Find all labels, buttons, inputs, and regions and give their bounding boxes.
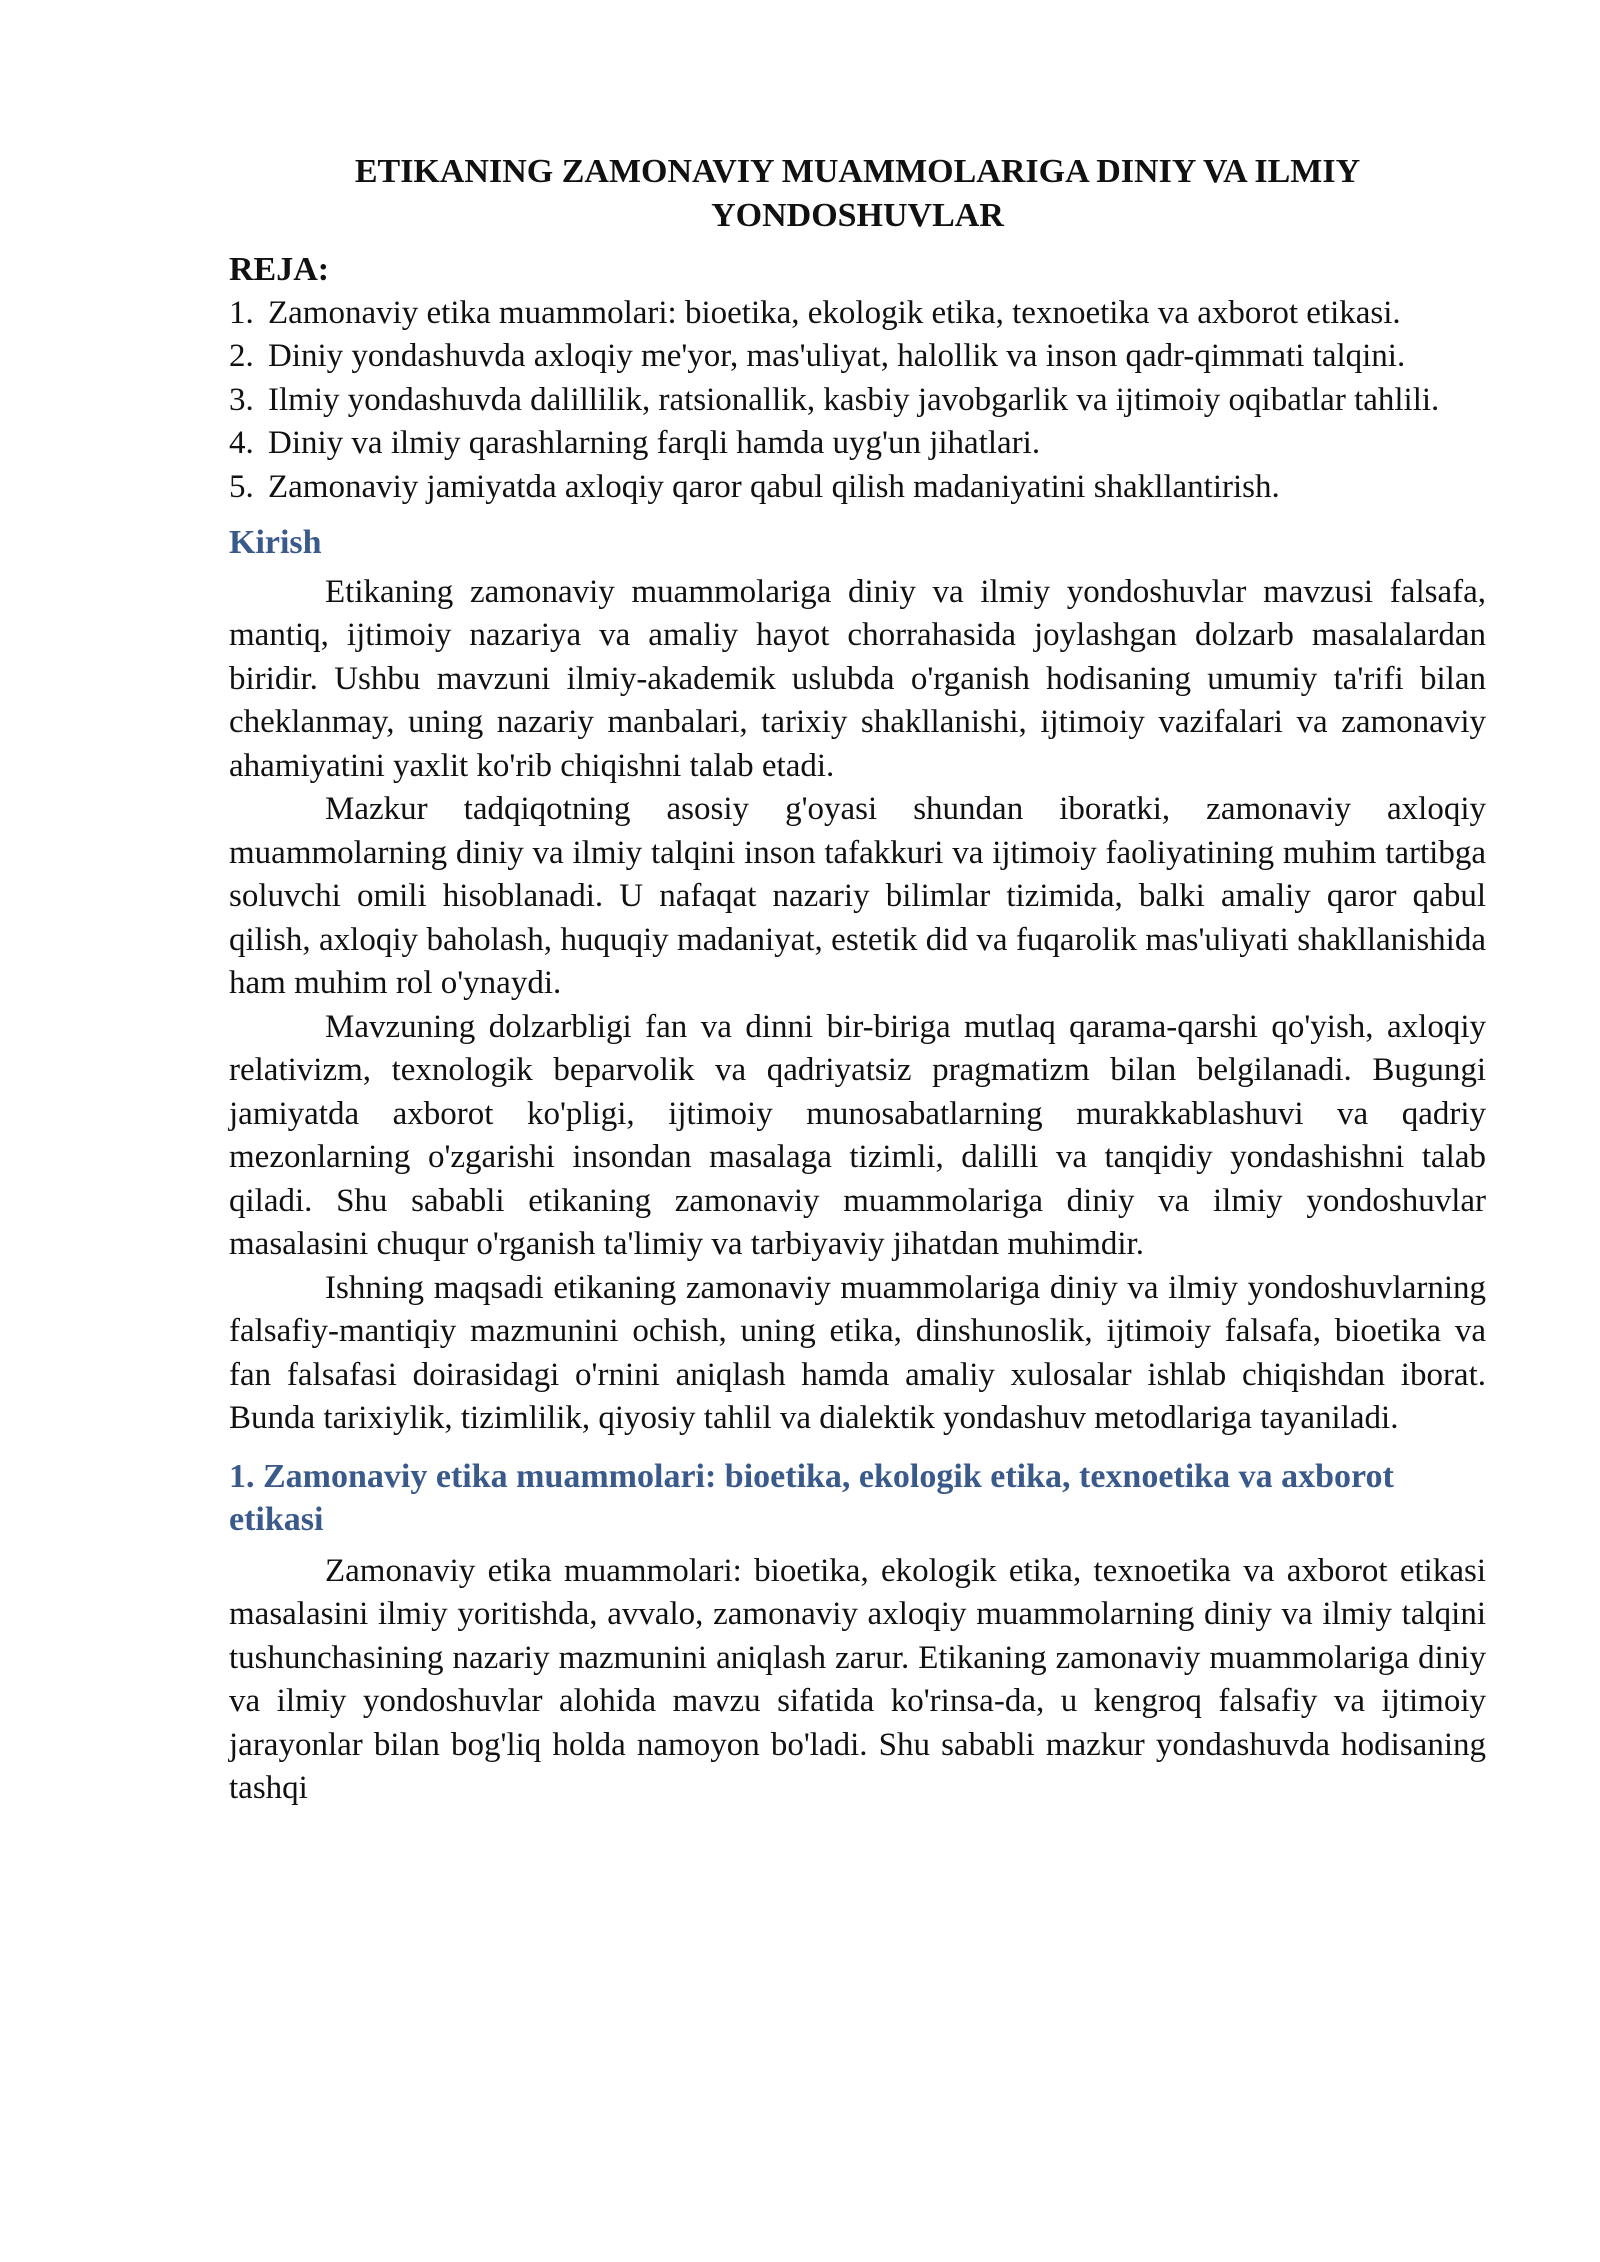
title-line-2: YONDOSHUVLAR <box>711 197 1004 234</box>
plan-item <box>229 466 1486 510</box>
intro-paragraph: Mavzuning dolzarbligi fan va dinni bir-biriga mutlaq qarama-qarshi qo'yish, axloqiy relativizm, texnologik beparvolik va qadriyatsiz pragmatizm bilan belgilanadi. Bugungi jamiyatda axborot ko'pligi, ijtimoiy munosabatlarning murakkablashuvi va qadriy mezonlarning o'zgarishi insondan masalaga tizimli, dalilli va tanqidiy yondashishni talab qiladi. Shu sababli etikaning zamonaviy muammolariga diniy va ilmiy yondoshuvlar masalasini chuqur o'rganish ta'limiy va tarbiyaviy jihatdan muhimdir. <box>229 1008 1486 1262</box>
plan-item-number: 5. <box>229 468 254 505</box>
section-1-heading: 1. Zamonaviy etika muammolari: bioetika, ekologik etika, texnoetika va axborot etikasi <box>229 1457 1394 1538</box>
plan-item-text: Zamonaviy jamiyatda axloqiy qaror qabul qilish madaniyatini shakllantirish. <box>268 468 1280 505</box>
intro-heading: Kirish <box>229 524 322 561</box>
intro-paragraph: Ishning maqsadi etikaning zamonaviy muammolariga diniy va ilmiy yondoshuvlarning falsafiy-mantiqiy mazmunini ochish, uning etika, dinshunoslik, ijtimoiy falsafa, bioetika va fan falsafasi doirasidagi o'rnini aniqlash hamda amaliy xulosalar ishlab chiqishdan iborat. Bunda tarixiylik, tizimlilik, qiyosiy tahlil va dialektik yondashuv metodlariga tayaniladi. <box>229 1269 1486 1436</box>
plan-item-text: Ilmiy yondashuvda dalillilik, ratsionallik, kasbiy javobgarlik va ijtimoiy oqibatlar tahlili. <box>268 381 1440 418</box>
plan-item <box>229 292 1486 336</box>
plan-item <box>229 379 1486 423</box>
document-page <box>229 0 1486 1811</box>
section-1-paragraph: Zamonaviy etika muammolari: bioetika, ekologik etika, texnoetika va axborot etikasi masalasini ilmiy yoritishda, avvalo, zamonaviy axloqiy muammolarning diniy va ilmiy talqini tushunchasining nazariy mazmunini aniqlash zarur. Etikaning zamonaviy muammolariga diniy va ilmiy yondoshuvlar alohida mavzu sifatida ko'rinsa-da, u kengroq falsafiy va ijtimoiy jarayonlar bilan bog'liq holda namoyon bo'ladi. Shu sababli mazkur yondashuvda hodisaning tashqi <box>229 1552 1486 1806</box>
plan-item-number: 4. <box>229 425 254 461</box>
intro-paragraph: Mazkur tadqiqotning asosiy g'oyasi shundan iboratki, zamonaviy axloqiy muammolarning diniy va ilmiy talqini inson tafakkuri va ijtimoiy faoliyatining muhim tartibga soluvchi omili hisoblanadi. U nafaqat nazariy bilimlar tizimida, balki amaliy qaror qabul qilish, axloqiy baholash, huquqiy madaniyat, estetik did va fuqarolik mas'uliyati shakllanishida ham muhim rol o'ynaydi. <box>229 791 1486 1001</box>
plan-item-text: Zamonaviy etika muammolari: bioetika, ekologik etika, texnoetika va axborot etikasi. <box>268 294 1401 331</box>
title-line-1: ETIKANING ZAMONAVIY MUAMMOLARIGA DINIY VA ILMIY <box>354 153 1361 190</box>
plan-item-number: 3. <box>229 381 254 418</box>
document-title <box>229 150 1486 238</box>
plan-list <box>229 292 1486 510</box>
plan-heading: REJA: <box>229 251 330 288</box>
plan-item-number: 2. <box>229 338 254 374</box>
intro-paragraph: Etikaning zamonaviy muammolariga diniy va ilmiy yondoshuvlar mavzusi falsafa, mantiq, ijtimoiy nazariya va amaliy hayot chorrahasida joylashgan dolzarb masalalardan biridir. Ushbu mavzuni ilmiy-akademik uslubda o'rganish hodisaning umumiy ta'rifi bilan cheklanmay, uning nazariy manbalari, tarixiy shakllanishi, ijtimoiy vazifalari va zamonaviy ahamiyatini yaxlit ko'rib chiqishni talab etadi. <box>229 573 1486 784</box>
plan-item <box>229 422 1486 466</box>
plan-item-text: Diniy va ilmiy qarashlarning farqli hamda uyg'un jihatlari. <box>268 425 1041 461</box>
plan-item-number: 1. <box>229 294 254 331</box>
plan-item-text: Diniy yondashuvda axloqiy me'yor, mas'uliyat, halollik va inson qadr-qimmati talqini. <box>268 338 1406 374</box>
plan-item <box>229 335 1486 379</box>
